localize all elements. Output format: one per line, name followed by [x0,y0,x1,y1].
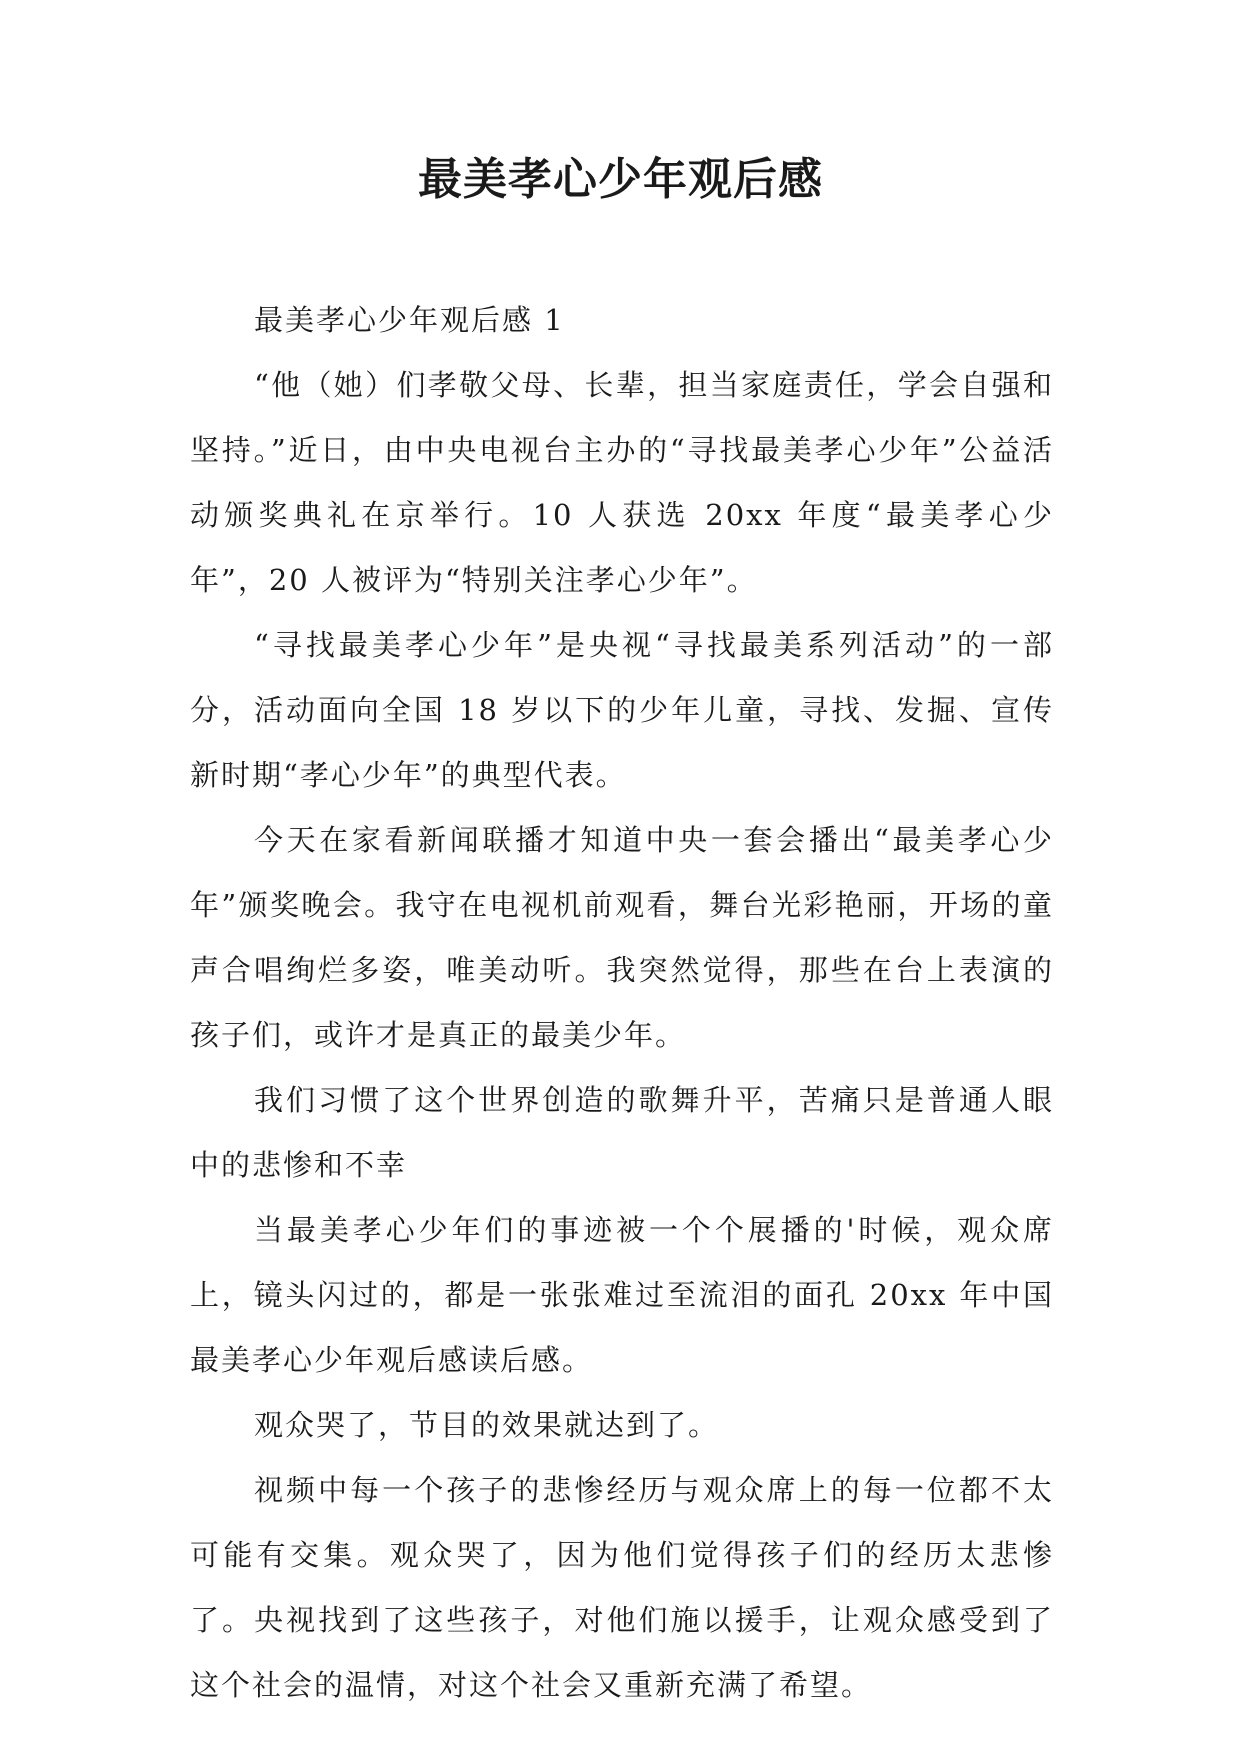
paragraph: “他（她）们孝敬父母、长辈，担当家庭责任，学会自强和坚持。”近日，由中央电视台主办的“寻找最美孝心少年”公益活动颁奖典礼在京举行。10 人获选 20xx 年度“最美孝心少年”，20 人被评为“特别关注孝心少年”。 [190,368,1054,597]
paragraph: 我们习惯了这个世界创造的歌舞升平，苦痛只是普通人眼中的悲惨和不幸 [190,1083,1054,1182]
document-body [190,288,1054,1718]
paragraph: 观众哭了，节目的效果就达到了。 [254,1408,720,1442]
document-title: 最美孝心少年观后感 [418,154,823,205]
paragraph: 今天在家看新闻联播才知道中央一套会播出“最美孝心少年”颁奖晚会。我守在电视机前观看，舞台光彩艳丽，开场的童声合唱绚烂多姿，唯美动听。我突然觉得，那些在台上表演的孩子们，或许才是真正的最美少年。 [190,823,1054,1052]
paragraph: 视频中每一个孩子的悲惨经历与观众席上的每一位都不太可能有交集。观众哭了，因为他们觉得孩子们的经历太悲惨了。央视找到了这些孩子，对他们施以援手，让观众感受到了这个社会的温情，对这个社会又重新充满了希望。 [190,1473,1054,1702]
paragraph: “寻找最美孝心少年”是央视“寻找最美系列活动”的一部分，活动面向全国 18 岁以下的少年儿童，寻找、发掘、宣传新时期“孝心少年”的典型代表。 [190,628,1054,792]
paragraph: 当最美孝心少年们的事迹被一个个展播的'时候，观众席上，镜头闪过的，都是一张张难过至流泪的面孔 20xx 年中国最美孝心少年观后感读后感。 [190,1213,1054,1377]
section-heading: 最美孝心少年观后感 1 [254,303,565,337]
